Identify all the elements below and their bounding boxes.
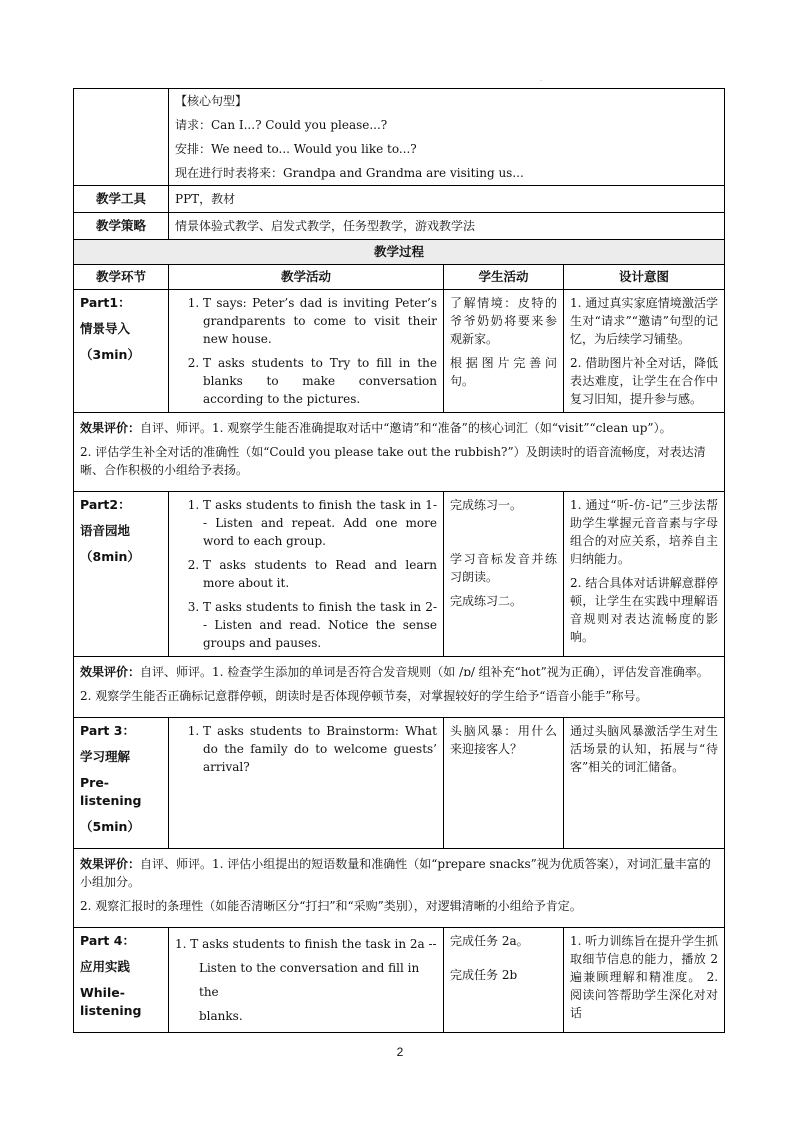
part1-design-item: 1. 通过真实家庭情境激活学生对“请求”“邀请”句型的记忆，为后续学习铺垫。 (570, 296, 719, 346)
part4-design-item: 1. 听力训练旨在提升学生抓取细节信息的能力，播放 2 遍兼顾理解和精准度。 2. 阅读问答帮助学生深化对对话 (570, 934, 719, 1020)
strategy-value: 情景体验式教学、启发式教学，任务型教学，游戏教学法 (169, 213, 725, 240)
part2-eval-text: 自评、师评。1. 检查学生添加的单词是否符合发音规则（如 /ɒ/ 组补充“hot”视为正确），评估发音准确率。 (140, 665, 709, 679)
part2-activity (169, 492, 444, 657)
strategy-row (74, 213, 725, 240)
tools-label: 教学工具 (74, 186, 169, 213)
part1-name: Part1： (80, 295, 131, 310)
part3-row (74, 718, 725, 849)
part3-design (564, 718, 725, 849)
part2-row (74, 492, 725, 657)
part2-stage (74, 492, 169, 657)
part3-stage (74, 718, 169, 849)
part2-student-item: 完成练习一。 (450, 498, 523, 512)
part1-eval-text: 自评、师评。1. 观察学生能否准确提取对话中“邀请”和“准备”的核心词汇（如“visit”“clean up”）。 (140, 421, 672, 435)
part2-eval-text: 2. 观察学生能否正确标记意群停顿，朗读时是否体现停顿节奏，对掌握较好的学生给予“语音小能手”称号。 (80, 689, 648, 703)
page-mark: . (540, 76, 542, 83)
part1-stage (74, 290, 169, 413)
process-title: 教学过程 (74, 240, 725, 265)
part2-activity-item: 2. T asks students to Read and learn more about it. (203, 556, 437, 592)
part2-design-item: 2. 结合具体对话讲解意群停顿，让学生在实践中理解语音规则对表达流畅度的影响。 (570, 576, 719, 644)
header-activity: 教学活动 (169, 265, 444, 290)
part4-student (444, 928, 564, 1033)
part1-time: （3min） (80, 347, 140, 362)
header-design: 设计意图 (564, 265, 725, 290)
part1-activity-item: 2. T asks students to Try to fill in the blanks to make conversation according to the pictures. (203, 354, 437, 408)
part2-eval-label: 效果评价： (80, 665, 141, 679)
tools-row (74, 186, 725, 213)
part1-eval-label: 效果评价： (80, 421, 141, 435)
part3-eval (74, 849, 725, 928)
part4-row (74, 928, 725, 1033)
core-heading: 【核心句型】 (175, 94, 248, 108)
part2-time: （8min） (80, 549, 140, 564)
part3-eval-text: 2. 观察汇报时的条理性（如能否清晰区分“打扫”和“采购”类别），对逻辑清晰的小组给予肯定。 (80, 899, 582, 913)
part1-design (564, 290, 725, 413)
part1-eval-text: 2. 评估学生补全对话的准确性（如“Could you please take out the rubbish?”）及朗读时的语音流畅度，对表达清晰、合作积极的小组给予表扬。 (80, 445, 706, 477)
part3-activity (169, 718, 444, 849)
part3-eval-row (74, 849, 725, 928)
tools-value: PPT，教材 (169, 186, 725, 213)
part1-student-item: 根据图片完善问句。 (450, 356, 557, 388)
part4-student-item: 完成任务 2a。 (450, 934, 529, 948)
column-header-row (74, 265, 725, 290)
part3-eval-text: 自评、师评。1. 评估小组提出的短语数量和准确性（如“prepare snacks”视为优质答案），对词汇量丰富的小组加分。 (80, 857, 711, 889)
part3-student (444, 718, 564, 849)
part4-student-item: 完成任务 2b (450, 968, 518, 982)
part2-student (444, 492, 564, 657)
part1-eval (74, 413, 725, 492)
core-sentences-cell (169, 89, 725, 186)
part3-student-item: 头脑风暴：用什么来迎接客人？ (450, 724, 557, 756)
part4-activity-line: 1. T asks students to finish the task in 2a -- (175, 937, 437, 951)
part3-design-item: 通过头脑风暴激活学生对生活场景的认知，拓展与“待客”相关的词汇储备。 (570, 724, 719, 774)
part2-student-item: 完成练习二。 (450, 594, 523, 608)
part1-design-item: 2. 借助图片补全对话，降低表达难度，让学生在合作中复习旧知，提升参与感。 (570, 356, 719, 406)
strategy-label: 教学策略 (74, 213, 169, 240)
header-stage: 教学环节 (74, 265, 169, 290)
part3-name: Part 3： (80, 723, 135, 738)
part2-eval (74, 657, 725, 718)
part2-student-item: 学习音标发音并练习朗读。 (450, 552, 557, 584)
part2-name: Part2： (80, 497, 131, 512)
part4-name: Part 4： (80, 933, 135, 948)
header-student: 学生活动 (444, 265, 564, 290)
part2-eval-row (74, 657, 725, 718)
part3-sub: Pre-listening (80, 775, 142, 808)
part1-activity (169, 290, 444, 413)
part3-title: 学习理解 (80, 749, 131, 764)
part2-title: 语音园地 (80, 523, 131, 538)
lesson-plan-table (73, 88, 725, 1033)
part2-activity-item: 3. T asks students to finish the task in 2-- Listen and read. Notice the sense groups and pauses. (203, 598, 437, 652)
part2-design-item: 1. 通过“听-仿-记”三步法帮助学生掌握元音音素与字母组合的对应关系，培养自主归纳能力。 (570, 498, 719, 566)
part4-title: 应用实践 (80, 959, 131, 974)
core-sentences-row (74, 89, 725, 186)
part1-title: 情景导入 (80, 321, 131, 336)
part4-sub: While-listening (80, 985, 142, 1018)
part4-activity-line: blanks. (199, 1009, 243, 1023)
part2-design (564, 492, 725, 657)
part3-activity-item: 1. T asks students to Brainstorm: What do the family do to welcome guests’ arrival? (203, 722, 437, 776)
part2-activity-item: 1. T asks students to finish the task in 1-- Listen and repeat. Add one more word to each group. (203, 496, 437, 550)
part1-student (444, 290, 564, 413)
page-number: 2 (396, 1045, 404, 1059)
part1-eval-row (74, 413, 725, 492)
part4-design (564, 928, 725, 1033)
part4-activity-line: Listen to the conversation and fill in the (199, 961, 420, 999)
part1-student-item: 了解情境：皮特的爷爷奶奶将要来参观新家。 (450, 296, 557, 346)
part3-time: （5min） (80, 819, 140, 834)
core-arrange: 安排：We need to... Would you like to...? (175, 142, 417, 156)
core-blank-cell (74, 89, 169, 186)
part4-stage (74, 928, 169, 1033)
core-request: 请求：Can I...? Could you please...? (175, 118, 388, 132)
part4-activity (169, 928, 444, 1033)
process-title-row (74, 240, 725, 265)
part3-eval-label: 效果评价： (80, 857, 141, 871)
part1-activity-item: 1. T says: Peter’s dad is inviting Peter’s grandparents to come to visit their new house. (203, 294, 437, 348)
core-future: 现在进行时表将来：Grandpa and Grandma are visiting us... (175, 166, 524, 180)
part1-row (74, 290, 725, 413)
